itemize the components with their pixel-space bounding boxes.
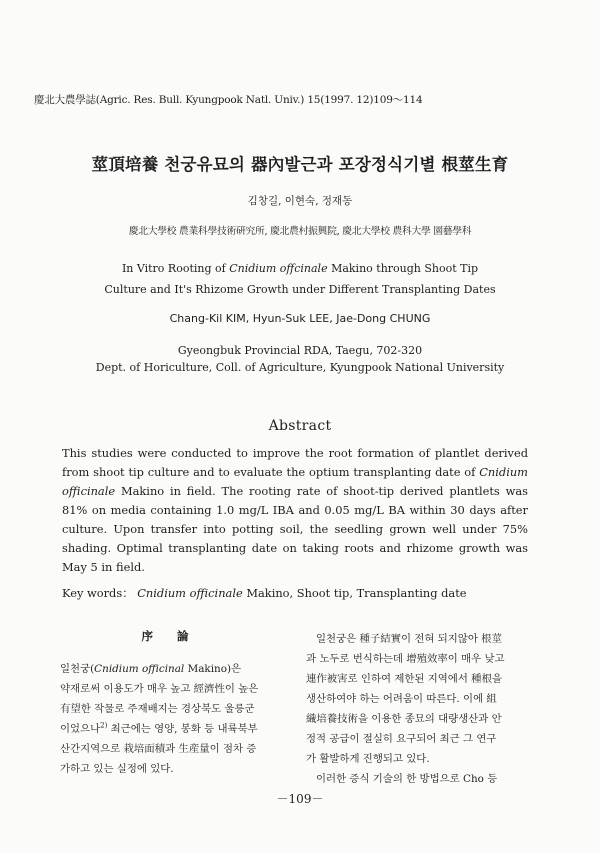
right-column-line: 織培養技術을 이용한 종묘의 대량생산과 안 (306, 713, 502, 725)
left-column-line: 이었으나$^{2)}$ 최근에는 영양, 봉화 등 내륙북부 (60, 721, 258, 735)
authors-english: Chang-Kil KIM, Hyun-Suk LEE, Jae-Dong CHUNG (169, 312, 431, 325)
left-column-line: 가하고 있는 실정에 있다. (60, 763, 174, 775)
left-column-line: 산간지역으로 栽培面積과 生産量이 점차 증 (60, 743, 257, 755)
english-title-line-1: In Vitro Rooting of Cnidium offcinale Makino through Shoot Tip (121, 262, 479, 275)
authors-korean: 김창길, 이현숙, 정재동 (247, 195, 353, 207)
abstract-line: culture. Upon transfer into potting soil, the seedling grown well under 75% (62, 522, 528, 536)
keywords-label: Key words： (62, 586, 134, 600)
right-column-line: 連作被害로 인하여 제한된 지역에서 種根을 (306, 673, 503, 685)
right-column-line: 정적 공급이 절실히 요구되어 최근 그 연구 (306, 733, 497, 745)
left-column-line: 약재로써 이용도가 매우 높고 經濟性이 높은 (60, 683, 259, 695)
abstract-line: This studies were conducted to improve the root formation of plantlet derived (62, 446, 528, 460)
right-column-line: 가 활발하게 진행되고 있다. (306, 753, 430, 765)
left-column-line: 일천궁(Cnidium officinal Makino)은 (60, 663, 242, 675)
abstract-heading: Abstract (268, 418, 332, 434)
abstract-line: officinale Makino in field. The rooting rate of shoot-tip derived plantlets was (62, 484, 528, 498)
abstract-line: May 5 in field. (62, 560, 145, 574)
abstract-line: from shoot tip culture and to evaluate the optium transplanting date of Cnidium (62, 465, 528, 479)
journal-citation: 慶北大農學誌(Agric. Res. Bull. Kyungpook Natl. Univ.) 15(1997. 12)109～114 (34, 94, 423, 106)
affiliation-korean: 慶北大學校 農業科學技術硏究所, 慶北農村振興院, 慶北大學校 農科大學 園藝學科 (128, 226, 472, 237)
affiliation-english-line-2: Dept. of Horiculture, Coll. of Agriculture, Kyungpook National University (95, 361, 505, 374)
right-column-line: 생산하여야 하는 어려움이 따른다. 이에 組 (306, 693, 497, 705)
keywords: Key words： Cnidium officinale Makino, Shoot tip, Transplanting date (62, 586, 467, 600)
abstract-line: 81% on media containing 1.0 mg/L IBA and 0.05 mg/L BA within 30 days after (62, 503, 528, 517)
paper-title-korean: 莖頂培養 천궁유묘의 器內발근과 포장정식기별 根莖生育 (91, 155, 509, 174)
affiliation-english-line-1: Gyeongbuk Provincial RDA, Taegu, 702-320 (177, 344, 423, 357)
species-name-italic: Cnidium offcinale (229, 262, 328, 275)
right-column-line: 일천궁은 種子結實이 전혀 되지않아 根莖 (316, 633, 502, 645)
page-number: －109－ (276, 792, 324, 806)
english-title-line-2: Culture and It's Rhizome Growth under Different Transplanting Dates (104, 283, 496, 296)
abstract-line: shading. Optimal transplanting date on taking roots and rhizome growth was (62, 541, 528, 555)
right-column-line: 이러한 증식 기술의 한 방법으로 Cho 등 (316, 773, 498, 785)
left-column-line: 有望한 작물로 주재배지는 경상북도 울릉군 (60, 703, 255, 715)
introduction-heading: 序 論 (141, 629, 199, 643)
right-column-line: 과 노두로 번식하는데 增殖效率이 매우 낮고 (306, 653, 505, 665)
citation-superscript: 2) (100, 721, 108, 730)
